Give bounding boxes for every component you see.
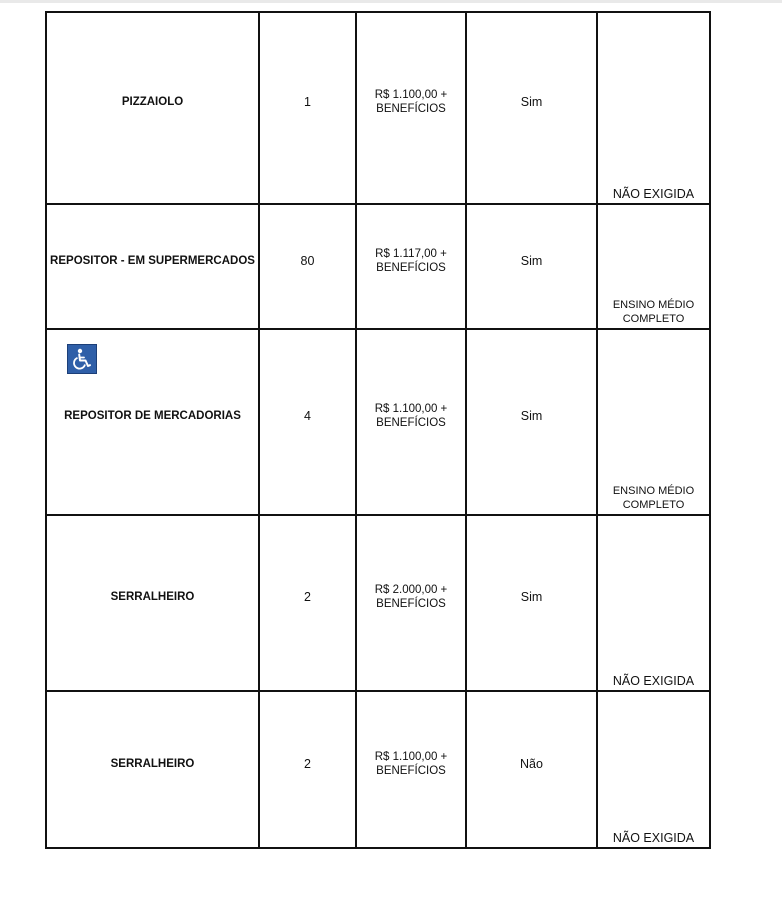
- education-status: COMPLETO: [622, 499, 685, 511]
- table-row: [46, 691, 710, 848]
- table-row: [46, 204, 710, 329]
- job-title: REPOSITOR - EM SUPERMERCADOS: [50, 254, 255, 267]
- vacancies-cell: [259, 691, 356, 848]
- vacancies-count: 4: [304, 409, 311, 423]
- experience-required: Sim: [520, 590, 543, 604]
- vacancies-cell: [259, 12, 356, 204]
- table-row: [46, 12, 710, 204]
- job-title-cell: [46, 329, 259, 515]
- vacancies-count: 1: [304, 95, 311, 109]
- education-status: COMPLETO: [622, 313, 685, 325]
- education-cell: [597, 691, 710, 848]
- job-title-cell: [46, 515, 259, 691]
- education-requirement: NÃO EXIGIDA: [612, 831, 695, 845]
- vacancies-count: 2: [304, 756, 311, 771]
- job-title: PIZZAIOLO: [121, 96, 184, 108]
- salary: [375, 750, 448, 778]
- job-title: REPOSITOR DE MERCADORIAS: [64, 410, 241, 422]
- salary-amount: R$ 1.100,00 +: [374, 750, 448, 763]
- salary: [375, 402, 448, 430]
- salary-benefits: BENEFÍCIOS: [376, 764, 446, 777]
- vacancies-cell: [259, 329, 356, 515]
- salary-amount: R$ 1.117,00 +: [375, 247, 447, 260]
- salary: [375, 583, 448, 611]
- vacancies-count: 80: [300, 253, 315, 268]
- salary-amount: R$ 1.100,00 +: [374, 403, 448, 415]
- salary-cell: [356, 691, 466, 848]
- salary: [375, 247, 447, 275]
- job-vacancies-table: [45, 11, 711, 849]
- salary-benefits: BENEFÍCIOS: [376, 103, 446, 115]
- experience-required: Sim: [520, 95, 543, 109]
- education-cell: [597, 515, 710, 691]
- experience-required: Não: [520, 756, 543, 771]
- experience-cell: [466, 691, 597, 848]
- table-row: [46, 515, 710, 691]
- vacancies-count: 2: [304, 590, 311, 604]
- education-cell: [597, 204, 710, 329]
- education-requirement: NÃO EXIGIDA: [612, 674, 695, 688]
- education-requirement: NÃO EXIGIDA: [612, 187, 695, 201]
- job-title-cell: [46, 12, 259, 204]
- salary-benefits: BENEFÍCIOS: [376, 417, 446, 429]
- salary-amount: R$ 2.000,00 +: [374, 584, 448, 596]
- wheelchair-accessibility-icon: [67, 344, 97, 374]
- job-title: SERRALHEIRO: [110, 591, 195, 603]
- job-title-cell: [46, 691, 259, 848]
- salary-benefits: BENEFÍCIOS: [376, 598, 446, 610]
- education-cell: [597, 329, 710, 515]
- job-title: SERRALHEIRO: [110, 757, 195, 770]
- experience-cell: [466, 515, 597, 691]
- salary: [375, 88, 448, 116]
- salary-cell: [356, 12, 466, 204]
- salary-amount: R$ 1.100,00 +: [374, 89, 448, 101]
- vacancies-cell: [259, 515, 356, 691]
- education-cell: [597, 12, 710, 204]
- experience-cell: [466, 12, 597, 204]
- salary-cell: [356, 329, 466, 515]
- experience-required: Sim: [520, 253, 543, 268]
- vacancies-cell: [259, 204, 356, 329]
- education-level: ENSINO MÉDIO: [612, 485, 695, 497]
- salary-cell: [356, 204, 466, 329]
- experience-cell: [466, 329, 597, 515]
- table-row: [46, 329, 710, 515]
- experience-cell: [466, 204, 597, 329]
- education-requirement: [598, 484, 709, 514]
- job-title-cell: [46, 204, 259, 329]
- experience-required: Sim: [520, 409, 543, 423]
- page-top-edge: [0, 0, 782, 3]
- education-requirement: [598, 298, 709, 328]
- salary-cell: [356, 515, 466, 691]
- education-level: ENSINO MÉDIO: [612, 299, 695, 311]
- salary-benefits: BENEFÍCIOS: [376, 261, 446, 274]
